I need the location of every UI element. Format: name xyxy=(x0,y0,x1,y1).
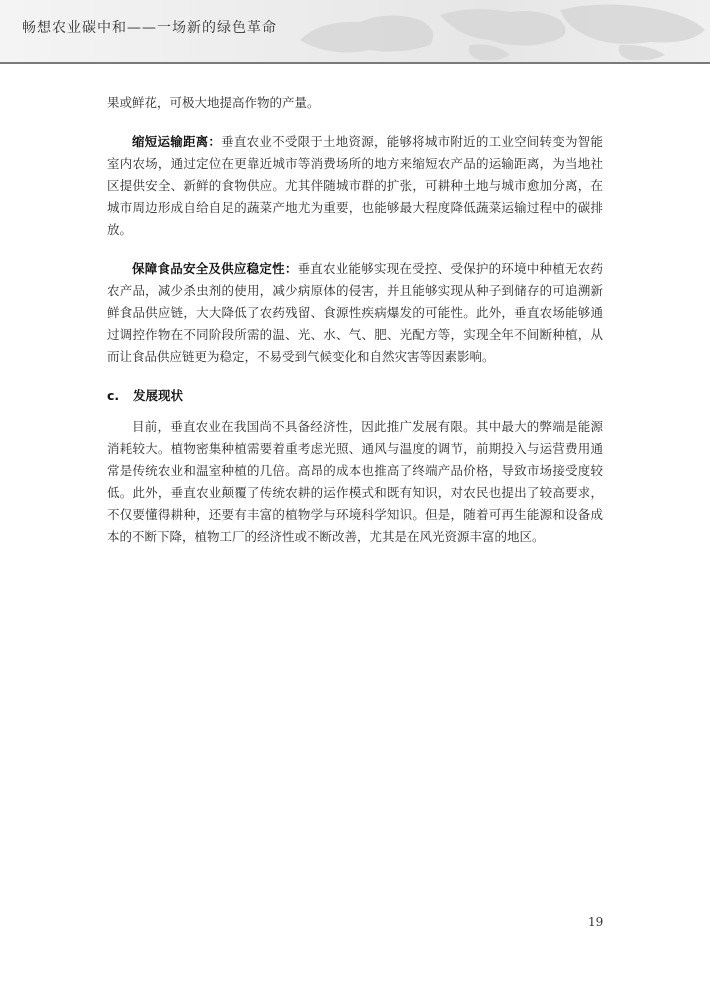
food-security-lead: 保障食品安全及供应稳定性： xyxy=(132,261,298,276)
food-security-paragraph xyxy=(107,258,603,368)
transport-body: 垂直农业不受限于土地资源，能够将城市附近的工业空间转变为智能室内农场，通过定位在更靠近城市等消费场所的地方来缩短农产品的运输距离，为当地社区提供安全、新鲜的食物供应。尤其伴随城市群的扩张，可耕种土地与城市愈加分离，在城市周边形成自给自足的蔬菜产地尤为重要，也能够最大程度降低蔬菜运输过程中的碳排放。 xyxy=(107,134,603,237)
page-body xyxy=(107,92,603,548)
section-heading xyxy=(107,385,603,407)
food-security-body: 垂直农业能够实现在受控、受保护的环境中种植无农药农产品，减少杀虫剂的使用，减少病原体的侵害，并且能够实现从种子到储存的可追溯新鲜食品供应链，大大降低了农药残留、食源性疾病爆发的可能性。此外，垂直农场能够通过调控作物在不同阶段所需的温、光、水、气、肥、光配方等，实现全年不间断种植，从而让食品供应链更为稳定，不易受到气候变化和自然灾害等因素影响。 xyxy=(107,261,603,364)
transport-lead: 缩短运输距离： xyxy=(132,134,222,149)
section-marker: c. xyxy=(107,388,120,403)
header-divider xyxy=(0,62,710,64)
header-title: 畅想农业碳中和——一场新的绿色革命 xyxy=(22,20,277,36)
page-number: 19 xyxy=(588,915,604,929)
page-header xyxy=(0,0,710,62)
section-body: 目前，垂直农业在我国尚不具备经济性，因此推广发展有限。其中最大的弊端是能源消耗较大。植物密集种植需要着重考虑光照、通风与温度的调节，前期投入与运营费用通常是传统农业和温室种植的几倍。高昂的成本也推高了终端产品价格，导致市场接受度较低。此外，垂直农业颠覆了传统农耕的运作模式和既有知识，对农民也提出了较高要求，不仅要懂得耕种，还要有丰富的植物学与环境科学知识。但是，随着可再生能源和设备成本的不断下降，植物工厂的经济性或不断改善，尤其是在风光资源丰富的地区。 xyxy=(107,419,603,544)
section-title: 发展现状 xyxy=(133,388,184,403)
intro-continuation: 果或鲜花，可极大地提高作物的产量。 xyxy=(107,95,320,110)
transport-paragraph xyxy=(107,131,603,241)
